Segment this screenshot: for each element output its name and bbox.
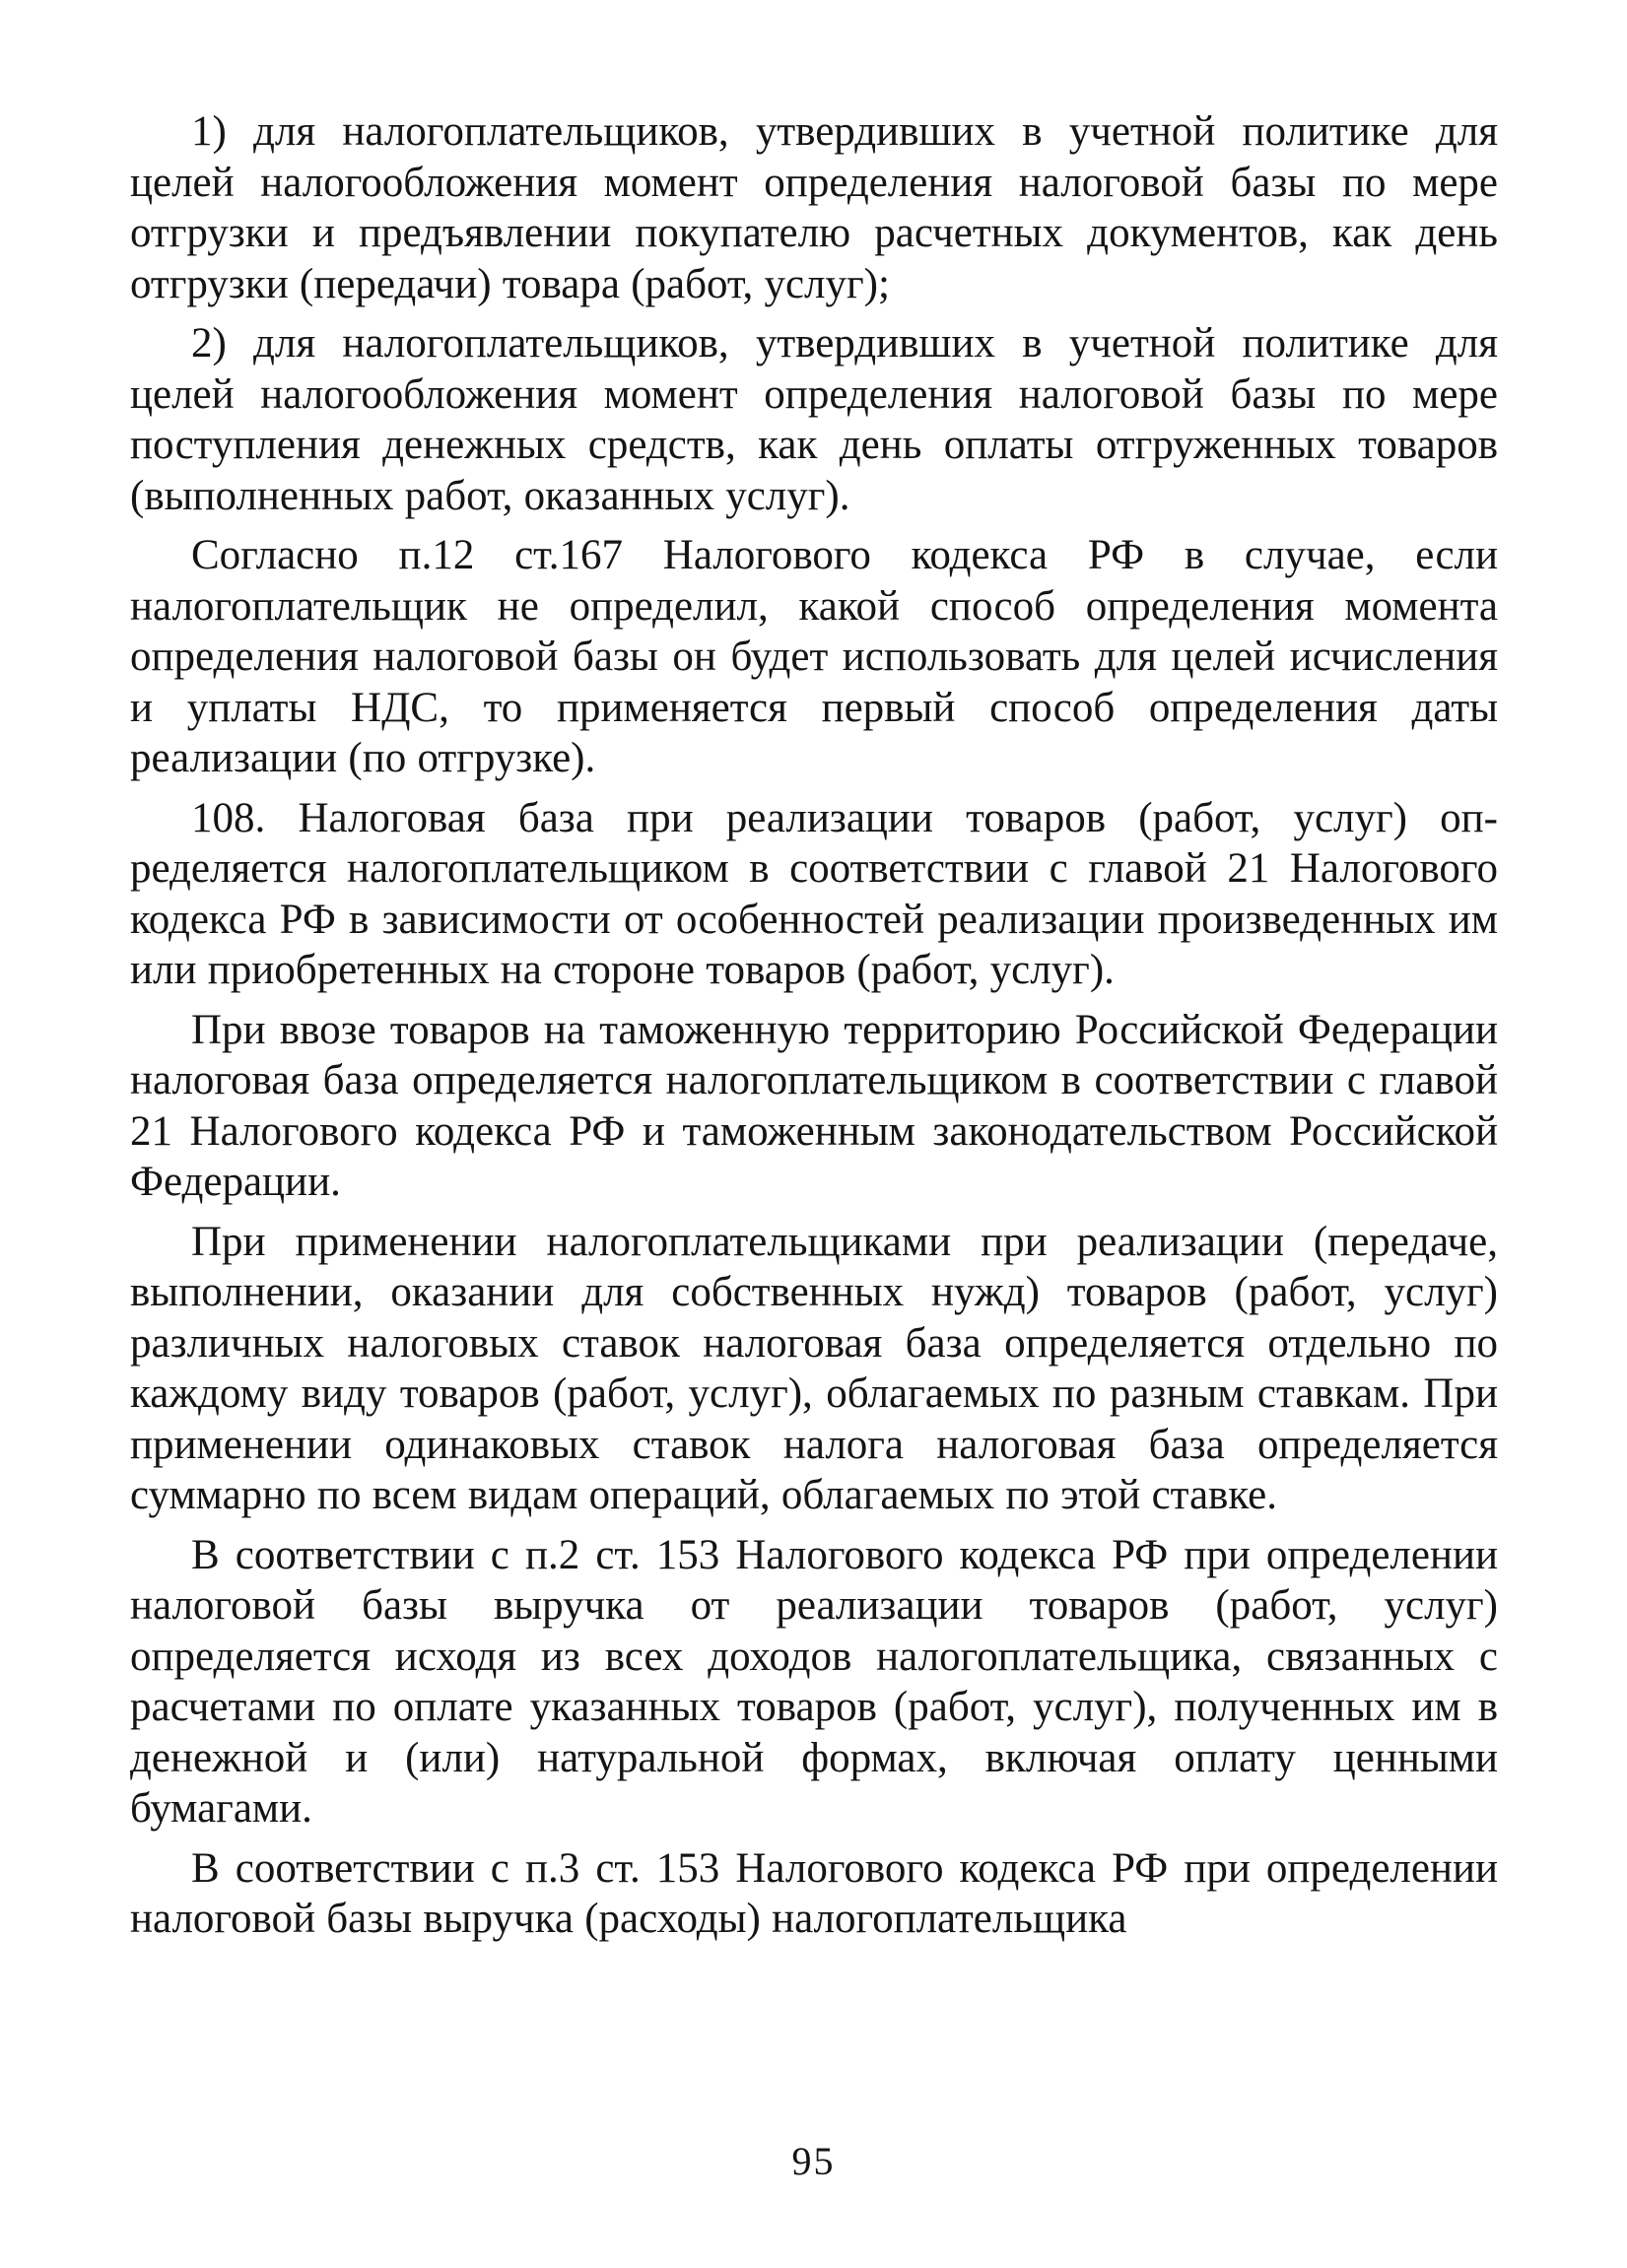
paragraph-4: 108. Налоговая база при реализации товаров (работ, услуг) определяется налогоплательщиком в соответствии с главой 21 Налогового кодекса РФ в зависимости от особенностей реализации произведенных им или приобретенных на стороне товаров (работ, услуг). bbox=[130, 794, 1498, 993]
paragraph-7: В соответствии с п.2 ст. 153 Налогового кодекса РФ при определении налоговой базы выручка от реализации товаров (работ, услуг) определяется исходя из всех доходов налогоплательщика, связанных с расчетами по оплате указанных товаров (работ, услуг), полученных им в денежной и (или) натуральной формах, включая оплату ценными бумагами. bbox=[130, 1531, 1498, 1832]
paragraph-1: 1) для налогоплательщиков, утвердивших в учетной политике для целей налогообложения момент определения налоговой базы по мере отгрузки и предъявлении покупателю расчетных документов, как день отгрузки (передачи) товара (работ, услуг); bbox=[130, 108, 1498, 307]
paragraph-8: В соответствии с п.3 ст. 153 Налогового кодекса РФ при определении налоговой базы выручка (расходы) налогоплательщика bbox=[130, 1844, 1498, 1942]
page-number: 95 bbox=[791, 2139, 836, 2183]
paragraph-6: При применении налогоплательщиками при реализации (передаче, выполнении, оказании для собственных нужд) товаров (работ, услуг) различных налоговых ставок налоговая база определяется отдельно по каждому виду товаров (работ, услуг), облагаемых по разным ставкам. При применении одинаковых ставок налога налоговая база определяется суммарно по всем видам операций, облагаемых по этой ставке. bbox=[130, 1218, 1498, 1518]
paragraph-3: Согласно п.12 ст.167 Налогового кодекса РФ в случае, если налогоплательщик не определил, какой способ определения момента определения налоговой базы он будет использовать для целей исчисления и уплаты НДС, то применяется первый способ определения даты реализации (по отгрузке). bbox=[130, 532, 1498, 781]
paragraph-5: При ввозе товаров на таможенную территорию Российской Федерации налоговая база определяется налогоплательщиком в соответствии с главой 21 Налогового кодекса РФ и таможенным законодательством Российской Федерации. bbox=[130, 1006, 1498, 1205]
body-text bbox=[130, 106, 1498, 1954]
paragraph-2: 2) для налогоплательщиков, утвердивших в учетной политике для целей налогообложения момент определения налоговой базы по мере поступления денежных средств, как день оплаты отгруженных товаров (выполненных работ, оказанных услуг). bbox=[130, 320, 1498, 519]
